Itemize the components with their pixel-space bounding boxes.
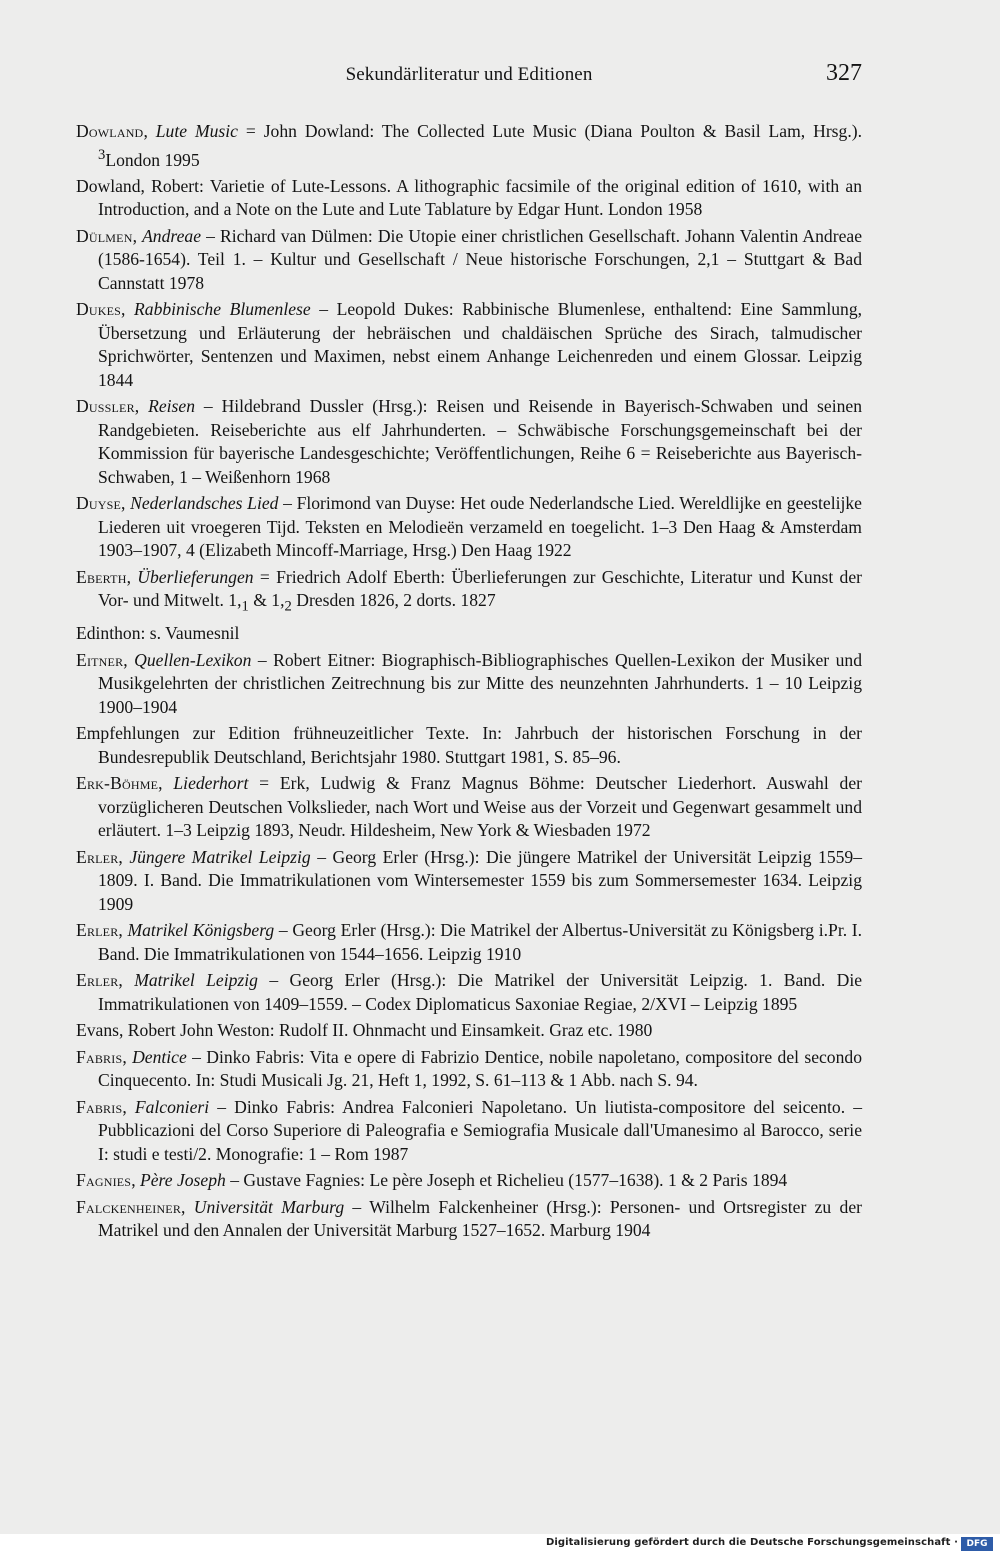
entry-text: Gustave Fagnies: Le père Joseph et Richelieu (1577–1638). 1 & 2 Paris 1894 bbox=[243, 1170, 788, 1191]
entry-short-title: Falconieri bbox=[134, 1096, 210, 1117]
entry-text: Dinko Fabris: Vita e opere di Fabrizio Dentice, nobile napoletano, compositore del secondo Cinquecento. In: Studi Musicali Jg. 21, Heft 1, 1992, S. 61–113 & 1 Abb. nach S. 94. bbox=[98, 1046, 862, 1091]
entry-separator: – bbox=[274, 920, 293, 941]
entry-key: Dussler bbox=[76, 396, 135, 417]
entry-key: Erler bbox=[76, 970, 119, 991]
entry-text-tail: Dresden 1826, 2 dorts. 1827 bbox=[291, 590, 496, 611]
bibliography-entry bbox=[76, 722, 862, 769]
dfg-logo: DFG bbox=[961, 1537, 993, 1551]
bibliography-entry: Falckenheiner, Universität Marburg – Wilhelm Falckenheiner (Hrsg.): Personen- und Ortsregister zu der Matrikel und den Annalen der Universität Marburg 1527–1652. Marburg 1904 bbox=[76, 1196, 863, 1241]
entry-key: Dülmen bbox=[76, 225, 133, 246]
bibliography-entry: Dülmen, Andreae – Richard van Dülmen: Die Utopie einer christlichen Gesellschaft. Johann Valentin Andreae (1586-1654). Teil 1. – Kultur und Gesellschaft / Neue historische Forschungen, 2,1 – Stuttgart & Bad Cannstatt 1978 bbox=[76, 225, 863, 293]
entry-separator: – bbox=[251, 649, 274, 670]
bibliography-entry bbox=[76, 175, 862, 222]
page-number: 327 bbox=[826, 60, 862, 86]
entry-text: Dinko Fabris: Andrea Falconieri Napoletano. Un liutista-compositore del seicento. – Pubblicazioni del Corso Superiore di Paleografia e Semiografia Musicale dall'Umanesimo al Barocco, serie I: studi e testi/2. Monografie: 1 – Rom 1987 bbox=[98, 1096, 862, 1164]
entry-text-tail: London 1995 bbox=[105, 149, 200, 170]
entry-separator: – bbox=[195, 396, 222, 417]
entry-short-title: Liederhort bbox=[173, 773, 249, 794]
entry-short-title: Matrikel Königsberg bbox=[127, 920, 275, 941]
entry-key: Fagnies bbox=[76, 1170, 132, 1191]
entry-text: Evans, Robert John Weston: Rudolf II. Ohnmacht und Einsamkeit. Graz etc. 1980 bbox=[76, 1020, 653, 1041]
bibliography-entry: Dussler, Reisen – Hildebrand Dussler (Hrsg.): Reisen und Reisende in Bayerisch-Schwaben und seinen Randgebieten. Reiseberichte aus elf Jahrhunderten. – Schwäbische Forschungsgemeinschaft bei der Kommission für bayerische Landesgeschichte; Veröffentlichungen, Reihe 6 = Reiseberichte aus Bayerisch-Schwaben, 1 – Weißenhorn 1968 bbox=[76, 396, 862, 487]
digitization-footer bbox=[0, 1534, 1000, 1555]
entry-text: Erk, Ludwig & Franz Magnus Böhme: Deutscher Liederhort. Auswahl der vorzüglicheren Deutschen Volkslieder, nach Wort und Weise aus der Vorzeit und Gegenwart gesammelt und erläutert. 1–3 Leipzig 1893, Neudr. Hildesheim, New York & Wiesbaden 1972 bbox=[98, 773, 863, 841]
entry-separator: = bbox=[248, 773, 280, 794]
entry-text: Wilhelm Falckenheiner (Hrsg.): Personen- und Ortsregister zu der Matrikel und den Annalen der Universität Marburg 1527–1652. Marburg 1904 bbox=[98, 1196, 863, 1241]
entry-text: Richard van Dülmen: Die Utopie einer christlichen Gesellschaft. Johann Valentin Andreae (1586-1654). Teil 1. – Kultur und Gesellschaft / Neue historische Forschungen, 2,1 – Stuttgart & Bad Cannstatt 1978 bbox=[98, 225, 863, 293]
bibliography-entry: Erler, Matrikel Königsberg – Georg Erler (Hrsg.): Die Matrikel der Albertus-Universität zu Königsberg i.Pr. I. Band. Die Immatrikulationen von 1544–1656. Leipzig 1910 bbox=[76, 920, 863, 964]
entry-short-title: Jüngere Matrikel Leipzig bbox=[129, 846, 311, 867]
entry-text: Leopold Dukes: Rabbinische Blumenlese, enthaltend: Eine Sammlung, Übersetzung und Erläuterung der hebräischen und chaldäischen Sprüche des Sirach, talmudischer Sprichwörter, Sentenzen und Maximen, nebst einem Anhange Leichenreden und einem Glossar. Leipzig 1844 bbox=[98, 299, 863, 390]
bibliography-list bbox=[76, 120, 862, 1246]
entry-separator: – bbox=[257, 970, 290, 991]
entry-key: Eberth bbox=[76, 566, 127, 587]
entry-separator: – bbox=[278, 493, 297, 514]
entry-short-title: Nederlandsches Lied bbox=[130, 493, 279, 514]
bibliography-entry: Fabris, Dentice – Dinko Fabris: Vita e opere di Fabrizio Dentice, nobile napoletano, compositore del secondo Cinquecento. In: Studi Musicali Jg. 21, Heft 1, 1992, S. 61–113 & 1 Abb. nach S. 94. bbox=[76, 1046, 862, 1091]
entry-key: Erler bbox=[76, 846, 119, 867]
bibliography-entry: Dukes, Rabbinische Blumenlese – Leopold Dukes: Rabbinische Blumenlese, enthaltend: Eine Sammlung, Übersetzung und Erläuterung der hebräischen und chaldäischen Sprüche des Sirach, talmudischer Sprichwörter, Sentenzen und Maximen, nebst einem Anhange Leichenreden und einem Glossar. Leipzig 1844 bbox=[76, 299, 863, 390]
entry-key: Fabris bbox=[76, 1096, 123, 1117]
entry-text-mid: & 1, bbox=[248, 590, 285, 611]
running-title: Sekundärliteratur und Editionen bbox=[345, 64, 593, 85]
bibliography-entry: Duyse, Nederlandsches Lied – Florimond van Duyse: Het oude Nederlandsche Lied. Wereldlijke en geestelijke Liederen uit vroegeren Tijd. Teksten en Melodieën verzameld en toegelicht. 1–3 Den Haag & Amsterdam 1903–1907, 4 (Elizabeth Mincoff-Marriage, Hrsg.) Den Haag 1922 bbox=[76, 493, 862, 561]
entry-text: Hildebrand Dussler (Hrsg.): Reisen und Reisende in Bayerisch-Schwaben und seinen Randgebieten. Reiseberichte aus elf Jahrhunderten. – Schwäbische Forschungsgemeinschaft bei der Kommission für bayerische Landesgeschichte; Veröffentlichungen, Reihe 6 = Reiseberichte aus Bayerisch-Schwaben, 1 – Weißenhorn 1968 bbox=[98, 396, 862, 487]
entry-separator: – bbox=[225, 1170, 244, 1191]
entry-text: Friedrich Adolf Eberth: Überlieferungen zur Geschichte, Literatur und Kunst der Vor- und Mitwelt. 1, bbox=[98, 566, 862, 611]
bibliography-entry: Dowland, Lute Music = John Dowland: The Collected Lute Music (Diana Poulton & Basil Lam, Hrsg.). $^3$London 1995 bbox=[76, 121, 862, 170]
bibliography-entry bbox=[76, 622, 862, 646]
edition-superscript: 3 bbox=[98, 146, 106, 163]
entry-short-title: Reisen bbox=[148, 396, 195, 417]
entry-text: Florimond van Duyse: Het oude Nederlandsche Lied. Wereldlijke en geestelijke Liederen uit vroegeren Tijd. Teksten en Melodieën verzameld en toegelicht. 1–3 Den Haag & Amsterdam 1903–1907, 4 (Elizabeth Mincoff-Marriage, Hrsg.) Den Haag 1922 bbox=[98, 493, 862, 561]
volume-subscript: 2 bbox=[284, 598, 292, 615]
entry-key: Dukes bbox=[76, 299, 122, 320]
entry-separator: = bbox=[253, 566, 277, 587]
entry-key: Duyse bbox=[76, 493, 122, 514]
bibliography-entry: Erler, Jüngere Matrikel Leipzig – Georg Erler (Hrsg.): Die jüngere Matrikel der Universität Leipzig 1559–1809. I. Band. Die Immatrikulationen vom Wintersemester 1559 bis zum Sommersemester 1634. Leipzig 1909 bbox=[76, 846, 863, 914]
entry-text: Georg Erler (Hrsg.): Die Matrikel der Universität Leipzig. 1. Band. Die Immatrikulationen von 1409–1559. – Codex Diplomaticus Saxoniae Regiae, 2/XVI – Leipzig 1895 bbox=[98, 970, 863, 1014]
entry-separator: – bbox=[310, 299, 337, 320]
bibliography-entry: Erk-Böhme, Liederhort = Erk, Ludwig & Franz Magnus Böhme: Deutscher Liederhort. Auswahl der vorzüglicheren Deutschen Volkslieder, nach Wort und Weise aus der Vorzeit und Gegenwart gesammelt und erläutert. 1–3 Leipzig 1893, Neudr. Hildesheim, New York & Wiesbaden 1972 bbox=[76, 773, 863, 841]
entry-text: Georg Erler (Hrsg.): Die Matrikel der Albertus-Universität zu Königsberg i.Pr. I. Band. Die Immatrikulationen von 1544–1656. Leipzig 1910 bbox=[98, 920, 863, 964]
entry-short-title: Universität Marburg bbox=[193, 1196, 345, 1217]
entry-text: John Dowland: The Collected Lute Music (Diana Poulton & Basil Lam, Hrsg.). bbox=[263, 121, 862, 141]
entry-short-title: Andreae bbox=[142, 225, 202, 246]
entry-short-title: Lute Music bbox=[155, 121, 238, 141]
bibliography-entry: Erler, Matrikel Leipzig – Georg Erler (Hrsg.): Die Matrikel der Universität Leipzig. 1. Band. Die Immatrikulationen von 1409–1559. – Codex Diplomaticus Saxoniae Regiae, 2/XVI – Leipzig 1895 bbox=[76, 970, 863, 1014]
entry-separator: – bbox=[201, 225, 220, 246]
entry-short-title: Rabbinische Blumenlese bbox=[134, 299, 311, 320]
entry-separator: = bbox=[237, 121, 264, 141]
entry-key: Erk-Böhme bbox=[76, 773, 159, 794]
entry-short-title: Père Joseph bbox=[139, 1170, 226, 1191]
volume-subscript: 1 bbox=[241, 598, 249, 615]
entry-short-title: Dentice bbox=[132, 1046, 187, 1067]
entry-key: Eitner bbox=[76, 649, 124, 670]
entry-short-title: Überlieferungen bbox=[137, 566, 254, 587]
entry-key: Fabris bbox=[76, 1046, 123, 1067]
entry-text: Edinthon: s. Vaumesnil bbox=[76, 623, 240, 644]
funding-credit: Digitalisierung gefördert durch die Deutsche Forschungsgemeinschaft · bbox=[545, 1537, 958, 1548]
entry-short-title: Quellen-Lexikon bbox=[134, 649, 252, 670]
entry-text: Robert Eitner: Biographisch-Bibliographisches Quellen-Lexikon der Musiker und Musikgelehrten der christlichen Zeitrechnung bis zur Mitte des neunzehnten Jahrhunderts. 1 – 10 Leipzig 1900–1904 bbox=[98, 649, 863, 717]
bibliography-entry: Fabris, Falconieri – Dinko Fabris: Andrea Falconieri Napoletano. Un liutista-compositore del seicento. – Pubblicazioni del Corso Superiore di Paleografia e Semiografia Musicale dall'Umanesimo al Barocco, serie I: studi e testi/2. Monografie: 1 – Rom 1987 bbox=[76, 1096, 862, 1164]
bibliography-entry: Eitner, Quellen-Lexikon – Robert Eitner: Biographisch-Bibliographisches Quellen-Lexikon der Musiker und Musikgelehrten der christlichen Zeitrechnung bis zur Mitte des neunzehnten Jahrhunderts. 1 – 10 Leipzig 1900–1904 bbox=[76, 649, 863, 717]
page-header bbox=[76, 60, 862, 94]
entry-key: Dowland bbox=[76, 121, 144, 141]
bibliography-entry: Eberth, Überlieferungen = Friedrich Adolf Eberth: Überlieferungen zur Geschichte, Literatur und Kunst der Vor- und Mitwelt. $1,_1$ & $1,_2$ Dresden 1826, 2 dorts. 1827 bbox=[76, 566, 862, 615]
entry-text: Dowland, Robert: Varietie of Lute-Lessons. A lithographic facsimile of the original edition of 1610, with an Introduction, and a Note on the Lute and Lute Tablature by Edgar Hunt. London 1958 bbox=[76, 175, 862, 220]
bibliography-entry: Fagnies, Père Joseph – Gustave Fagnies: Le père Joseph et Richelieu (1577–1638). 1 & 2 Paris 1894 bbox=[76, 1170, 788, 1191]
entry-key: Erler bbox=[76, 920, 119, 941]
entry-text: Empfehlungen zur Edition frühneuzeitlicher Texte. In: Jahrbuch der historischen Forschung in der Bundesrepublik Deutschland, Berichtsjahr 1980. Stuttgart 1981, S. 85–96. bbox=[76, 723, 862, 767]
entry-text: Georg Erler (Hrsg.): Die jüngere Matrikel der Universität Leipzig 1559–1809. I. Band. Die Immatrikulationen vom Wintersemester 1559 bis zum Sommersemester 1634. Leipzig 1909 bbox=[98, 846, 863, 914]
entry-separator: – bbox=[310, 846, 333, 867]
entry-separator: – bbox=[344, 1196, 370, 1217]
entry-separator: – bbox=[186, 1046, 207, 1067]
entry-short-title: Matrikel Leipzig bbox=[134, 970, 258, 991]
bibliography-entry bbox=[76, 1019, 862, 1043]
entry-separator: – bbox=[209, 1096, 235, 1117]
entry-key: Falckenheiner bbox=[76, 1196, 182, 1217]
